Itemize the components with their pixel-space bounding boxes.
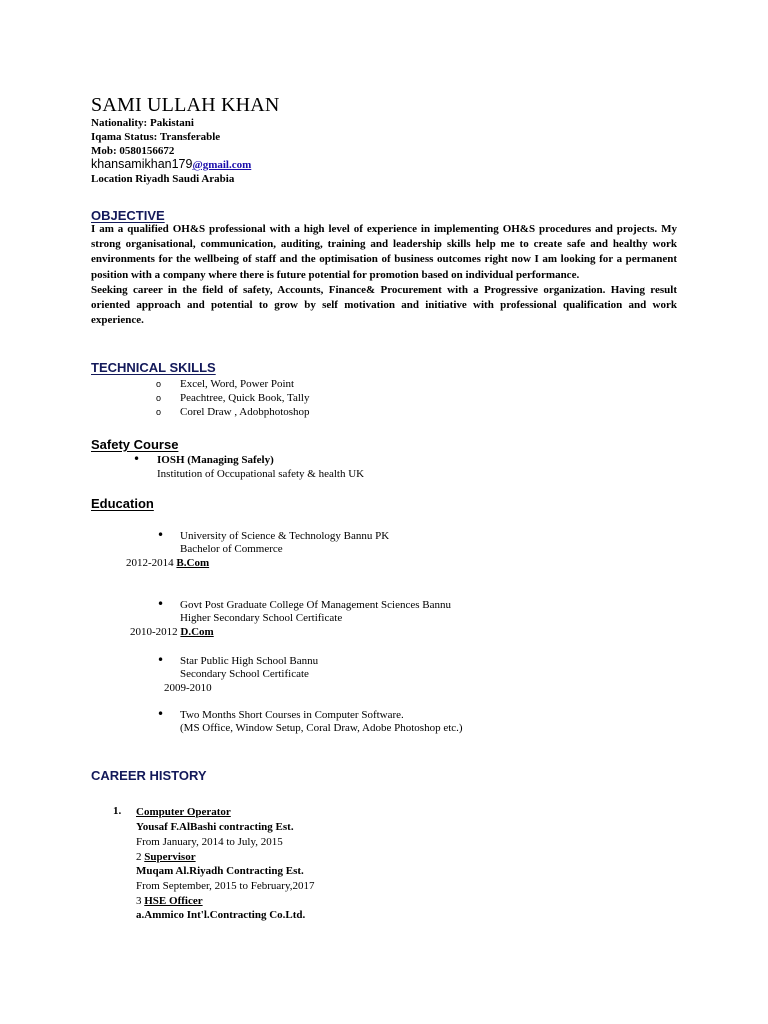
career-company: a.Ammico Int'l.Contracting Co.Ltd. <box>136 909 306 921</box>
nationality: Nationality: Pakistani <box>91 117 194 129</box>
education-qualification: Higher Secondary School Certificate <box>180 612 343 624</box>
career-job-title: Computer Operator <box>136 806 231 818</box>
safety-course-title: IOSH (Managing Safely) <box>157 454 274 466</box>
education-qualification: Bachelor of Commerce <box>180 543 283 555</box>
email-user: khansamikhan179 <box>91 157 193 171</box>
education-degree: B.Com <box>176 557 210 569</box>
education-years: 2009-2010 <box>164 682 212 694</box>
objective-text <box>91 222 677 328</box>
career-number: 1. <box>113 805 122 817</box>
education-course-detail: (MS Office, Window Setup, Coral Draw, Adobe Photoshop etc.) <box>180 722 463 734</box>
safety-course-heading: Safety Course <box>91 437 179 452</box>
mobile-number: Mob: 0580156672 <box>91 145 175 157</box>
bullet-icon: • <box>133 452 141 466</box>
career-entry-heading <box>136 850 196 864</box>
career-history-heading: CAREER HISTORY <box>91 768 207 783</box>
education-institution: University of Science & Technology Bannu PK <box>180 530 390 542</box>
education-qualification: Secondary School Certificate <box>180 668 309 680</box>
candidate-name: SAMI ULLAH KHAN <box>91 94 280 116</box>
career-job-title: HSE Officer <box>144 895 203 907</box>
technical-skills-heading: TECHNICAL SKILLS <box>91 360 216 375</box>
objective-paragraph-2: Seeking career in the field of safety, Accounts, Finance& Procurement with a Progressive organization. Having result oriented approach and potential to grow by self motivation and initiative with professional qualification and work experience. <box>91 283 677 327</box>
education-years: 2012-2014 <box>126 557 177 569</box>
skill-item: Excel, Word, Power Point <box>180 378 295 390</box>
career-number: 2 <box>136 851 142 863</box>
iqama-status: Iqama Status: Transferable <box>91 131 221 143</box>
career-period: From September, 2015 to February,2017 <box>136 880 315 892</box>
location: Location Riyadh Saudi Arabia <box>91 173 235 185</box>
education-institution: Star Public High School Bannu <box>180 655 319 667</box>
education-degree: D.Com <box>180 626 214 638</box>
education-years: 2010-2012 <box>130 626 181 638</box>
skill-bullet-icon: o <box>156 393 162 403</box>
bullet-icon: • <box>157 707 165 721</box>
email-domain-link[interactable]: @gmail.com <box>192 159 252 171</box>
career-period: From January, 2014 to July, 2015 <box>136 836 283 848</box>
education-period <box>130 625 214 639</box>
education-course: Two Months Short Courses in Computer Software. <box>180 709 404 721</box>
skill-bullet-icon: o <box>156 379 162 389</box>
career-number: 3 <box>136 895 142 907</box>
career-company: Muqam Al.Riyadh Contracting Est. <box>136 865 304 877</box>
skill-bullet-icon: o <box>156 407 162 417</box>
skill-item: Peachtree, Quick Book, Tally <box>180 392 310 404</box>
bullet-icon: • <box>157 528 165 542</box>
education-period <box>126 556 209 570</box>
objective-paragraph-1: I am a qualified OH&S professional with a high level of experience in implementing OH&S procedures and projects. My strong organisational, communication, auditing, training and leadership skills help me to create safe and healthy work environments for the wellbeing of staff and the optimisation of business outcomes right now I am looking for a permanent position with a company where there is future potential for promotion based on individual performance. <box>91 223 677 281</box>
career-job-title: Supervisor <box>144 851 196 863</box>
career-company: Yousaf F.AlBashi contracting Est. <box>136 821 294 833</box>
objective-heading: OBJECTIVE <box>91 208 165 223</box>
safety-course-institution: Institution of Occupational safety & health UK <box>157 468 365 480</box>
bullet-icon: • <box>157 653 165 667</box>
bullet-icon: • <box>157 597 165 611</box>
education-heading: Education <box>91 496 154 511</box>
education-institution: Govt Post Graduate College Of Management Sciences Bannu <box>180 599 451 611</box>
skill-item: Corel Draw , Adobphotoshop <box>180 406 310 418</box>
email-address <box>91 157 251 171</box>
career-entry-heading <box>136 894 203 908</box>
